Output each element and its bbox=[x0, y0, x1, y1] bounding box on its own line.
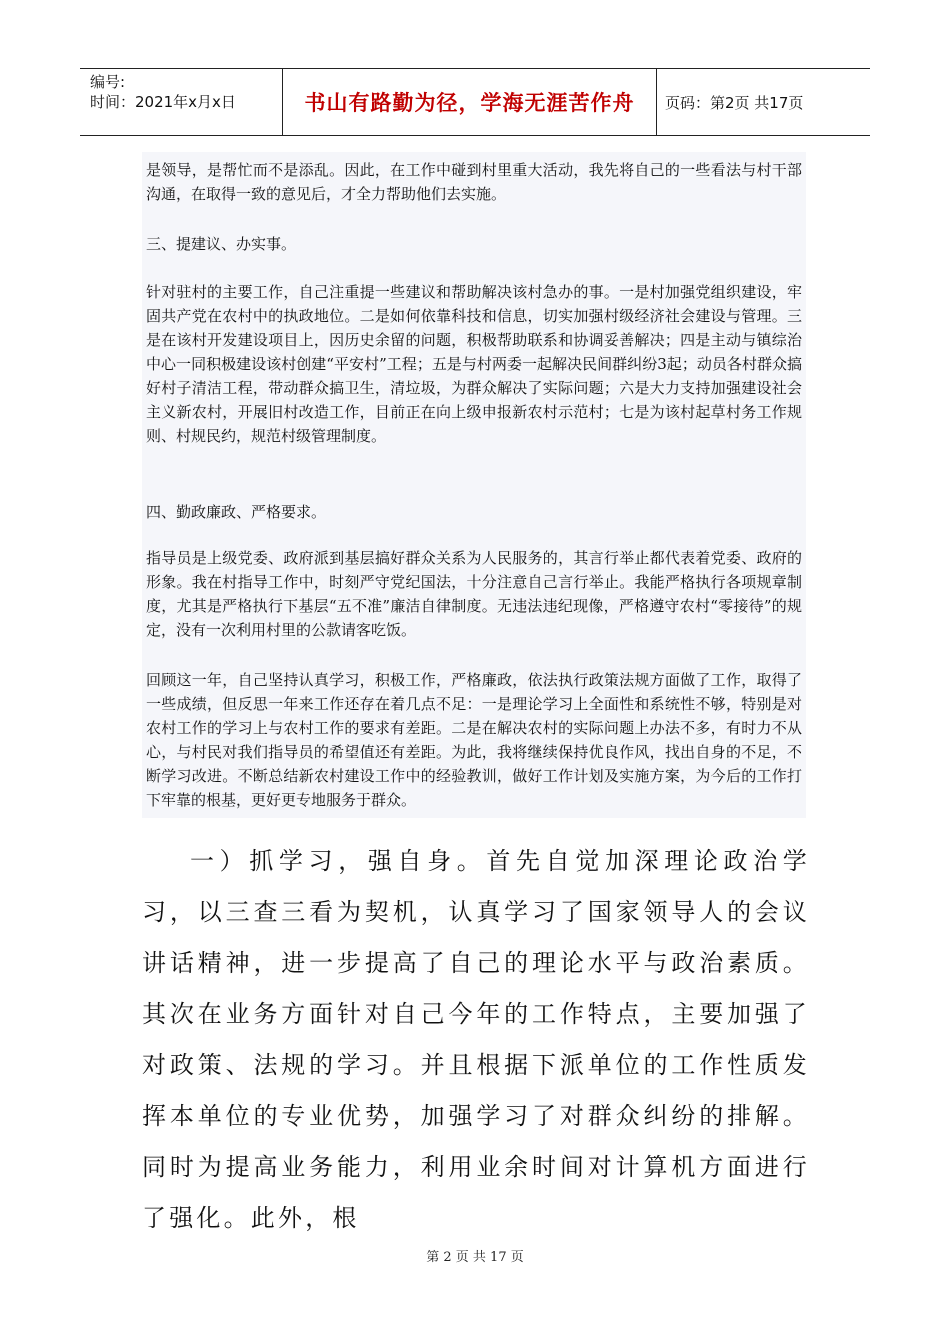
header-page-info: 页码：第2页 共17页 bbox=[665, 93, 804, 112]
number-label: 编号: bbox=[90, 73, 126, 91]
header-meta-cell bbox=[80, 69, 283, 135]
header-motto: 书山有路勤为径，学海无涯苦作舟 bbox=[283, 69, 657, 135]
section-heading-3: 三、提建议、办实事。 bbox=[146, 235, 297, 253]
paragraph-4: 回顾这一年，自己坚持认真学习，积极工作，严格廉政，依法执行政策法规方面做了工作，取得了一些成绩，但反思一年来工作还存在着几点不足：一是理论学习上全面性和系统性不够，特别是对农村工作的学习上与农村工作的要求有差距。二是在解决农村的实际问题上办法不多，有时力不从心，与村民对我们指导员的希望值还有差距。为此，我将继续保持优良作风，找出自身的不足，不断学习改进。不断总结新农村建设工作中的经验教训，做好工作计划及实施方案，为今后的工作打下牢靠的根基，更好更专地服务于群众。 bbox=[146, 671, 802, 809]
page-footer: 第 2 页 共 17 页 bbox=[426, 1250, 524, 1265]
paragraph-1: 是领导，是帮忙而不是添乱。因此，在工作中碰到村里重大活动，我先将自己的一些看法与村干部沟通，在取得一致的意见后，才全力帮助他们去实施。 bbox=[146, 161, 802, 203]
document-header bbox=[80, 68, 870, 136]
paragraph-2: 针对驻村的主要工作，自己注重提一些建议和帮助解决该村急办的事。一是村加强党组织建设，牢固共产党在农村中的执政地位。二是如何依靠科技和信息，切实加强村级经济社会建设与管理。三是在该村开发建设项目上，因历史余留的问题，积极帮助联系和协调妥善解决；四是主动与镇综治中心一同积极建设该村创建“平安村”工程；五是与村两委一起解决民间群纠纷3起；动员各村群众搞好村子清洁工程，带动群众搞卫生，清垃圾，为群众解决了实际问题；六是大力支持加强建设社会主义新农村，开展旧村改造工作，目前正在向上级申报新农村示范村；七是为该村起草村务工作规则、村规民约，规范村级管理制度。 bbox=[146, 283, 802, 445]
time-label: 时间：2021年x月x日 bbox=[90, 93, 236, 111]
main-body-text: 一）抓学习，强自身。首先自觉加深理论政治学习，以三查三看为契机，认真学习了国家领导人的会议讲话精神，进一步提高了自己的理论水平与政治素质。其次在业务方面针对自己今年的工作特点，主要加强了对政策、法规的学习。并且根据下派单位的工作性质发挥本单位的专业优势，加强学习了对群众纠纷的排解。同时为提高业务能力，利用业余时间对计算机方面进行了强化。此外，根 bbox=[142, 847, 810, 1232]
paragraph-3: 指导员是上级党委、政府派到基层搞好群众关系为人民服务的，其言行举止都代表着党委、政府的形象。我在村指导工作中，时刻严守党纪国法，十分注意自己言行举止。我能严格执行各项规章制度，尤其是严格执行下基层“五不准”廉洁自律制度。无违法违纪现像，严格遵守农村“零接待”的规定，没有一次利用村里的公款请客吃饭。 bbox=[146, 549, 802, 639]
section-heading-4: 四、勤政廉政、严格要求。 bbox=[146, 503, 327, 521]
